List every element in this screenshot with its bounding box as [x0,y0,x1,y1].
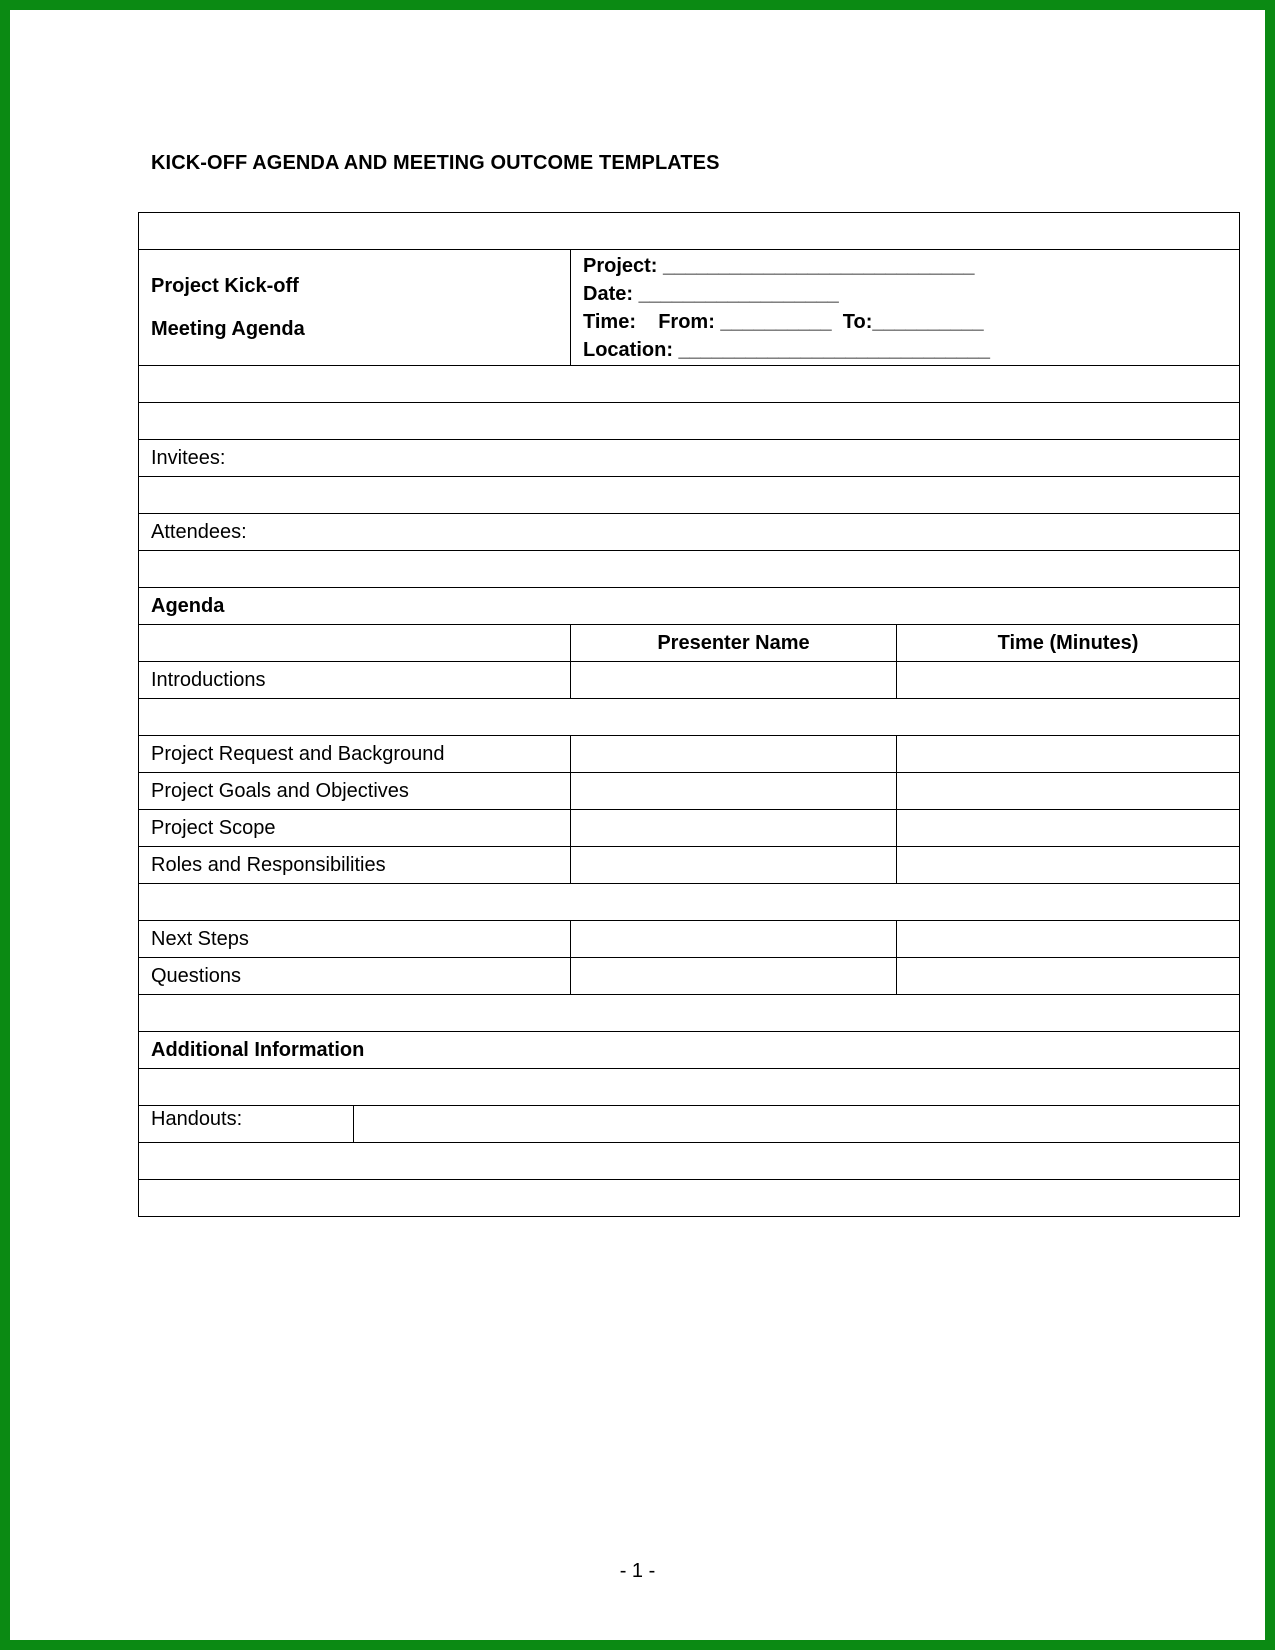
time-cell[interactable] [897,810,1240,847]
agenda-item-label: Introductions [139,662,571,699]
agenda-item-label: Questions [139,958,571,995]
agenda-row [139,958,1240,995]
table-row [139,366,1240,403]
blank-cell [139,625,571,662]
meeting-info-cell [571,250,1240,366]
table-row [139,440,1240,477]
agenda-row [139,847,1240,884]
blank-cell [139,403,1240,440]
table-row [139,1180,1240,1217]
agenda-item-label: Project Request and Background [139,736,571,773]
table-row [139,1032,1240,1069]
time-cell[interactable] [897,958,1240,995]
agenda-item-label: Project Goals and Objectives [139,773,571,810]
handouts-label: Handouts: [139,1106,354,1143]
project-field[interactable]: Project: ____________________________ [583,254,975,277]
agenda-row [139,921,1240,958]
additional-information-heading: Additional Information [139,1032,1240,1069]
blank-cell [139,699,1240,736]
agenda-item-label: Next Steps [139,921,571,958]
heading-line-1: Project Kick-off [151,274,299,297]
blank-cell [139,884,1240,921]
blank-cell [139,1180,1240,1217]
location-field[interactable]: Location: ____________________________ [583,338,990,361]
blank-cell [139,213,1240,250]
table-row [139,884,1240,921]
agenda-column-header-row [139,625,1240,662]
blank-cell [139,477,1240,514]
invitees-label[interactable]: Invitees: [139,440,1240,477]
table-row [139,1069,1240,1106]
date-field[interactable]: Date: __________________ [583,282,839,305]
presenter-cell[interactable] [571,958,897,995]
agenda-form-table [138,212,1240,1217]
time-minutes-header: Time (Minutes) [897,625,1240,662]
agenda-heading: Agenda [139,588,1240,625]
agenda-row [139,810,1240,847]
time-cell[interactable] [897,662,1240,699]
meeting-agenda-heading [139,250,571,366]
blank-cell [139,366,1240,403]
table-row [139,588,1240,625]
attendees-label[interactable]: Attendees: [139,514,1240,551]
blank-cell [139,1143,1240,1180]
agenda-row [139,662,1240,699]
table-row [139,699,1240,736]
presenter-cell[interactable] [571,662,897,699]
table-row [139,477,1240,514]
presenter-cell[interactable] [571,921,897,958]
table-row [139,1143,1240,1180]
blank-cell [139,995,1240,1032]
presenter-cell[interactable] [571,736,897,773]
time-cell[interactable] [897,773,1240,810]
presenter-cell[interactable] [571,847,897,884]
blank-cell [139,551,1240,588]
table-row [139,514,1240,551]
presenter-cell[interactable] [571,810,897,847]
agenda-row [139,736,1240,773]
time-cell[interactable] [897,847,1240,884]
time-field[interactable]: Time: From: __________ To:__________ [583,310,984,333]
table-row [139,213,1240,250]
heading-line-2: Meeting Agenda [151,317,305,340]
presenter-cell[interactable] [571,773,897,810]
agenda-row [139,773,1240,810]
time-cell[interactable] [897,736,1240,773]
page-number: - 1 - [619,1560,656,1582]
handouts-field[interactable] [354,1106,1240,1143]
header-row [139,250,1240,366]
table-row [139,403,1240,440]
table-row [139,551,1240,588]
table-row [139,995,1240,1032]
handouts-row [139,1106,1240,1143]
agenda-item-label: Project Scope [139,810,571,847]
document-title: KICK-OFF AGENDA AND MEETING OUTCOME TEMPLATES [151,152,720,174]
time-cell[interactable] [897,921,1240,958]
agenda-item-label: Roles and Responsibilities [139,847,571,884]
blank-cell [139,1069,1240,1106]
presenter-name-header: Presenter Name [571,625,897,662]
